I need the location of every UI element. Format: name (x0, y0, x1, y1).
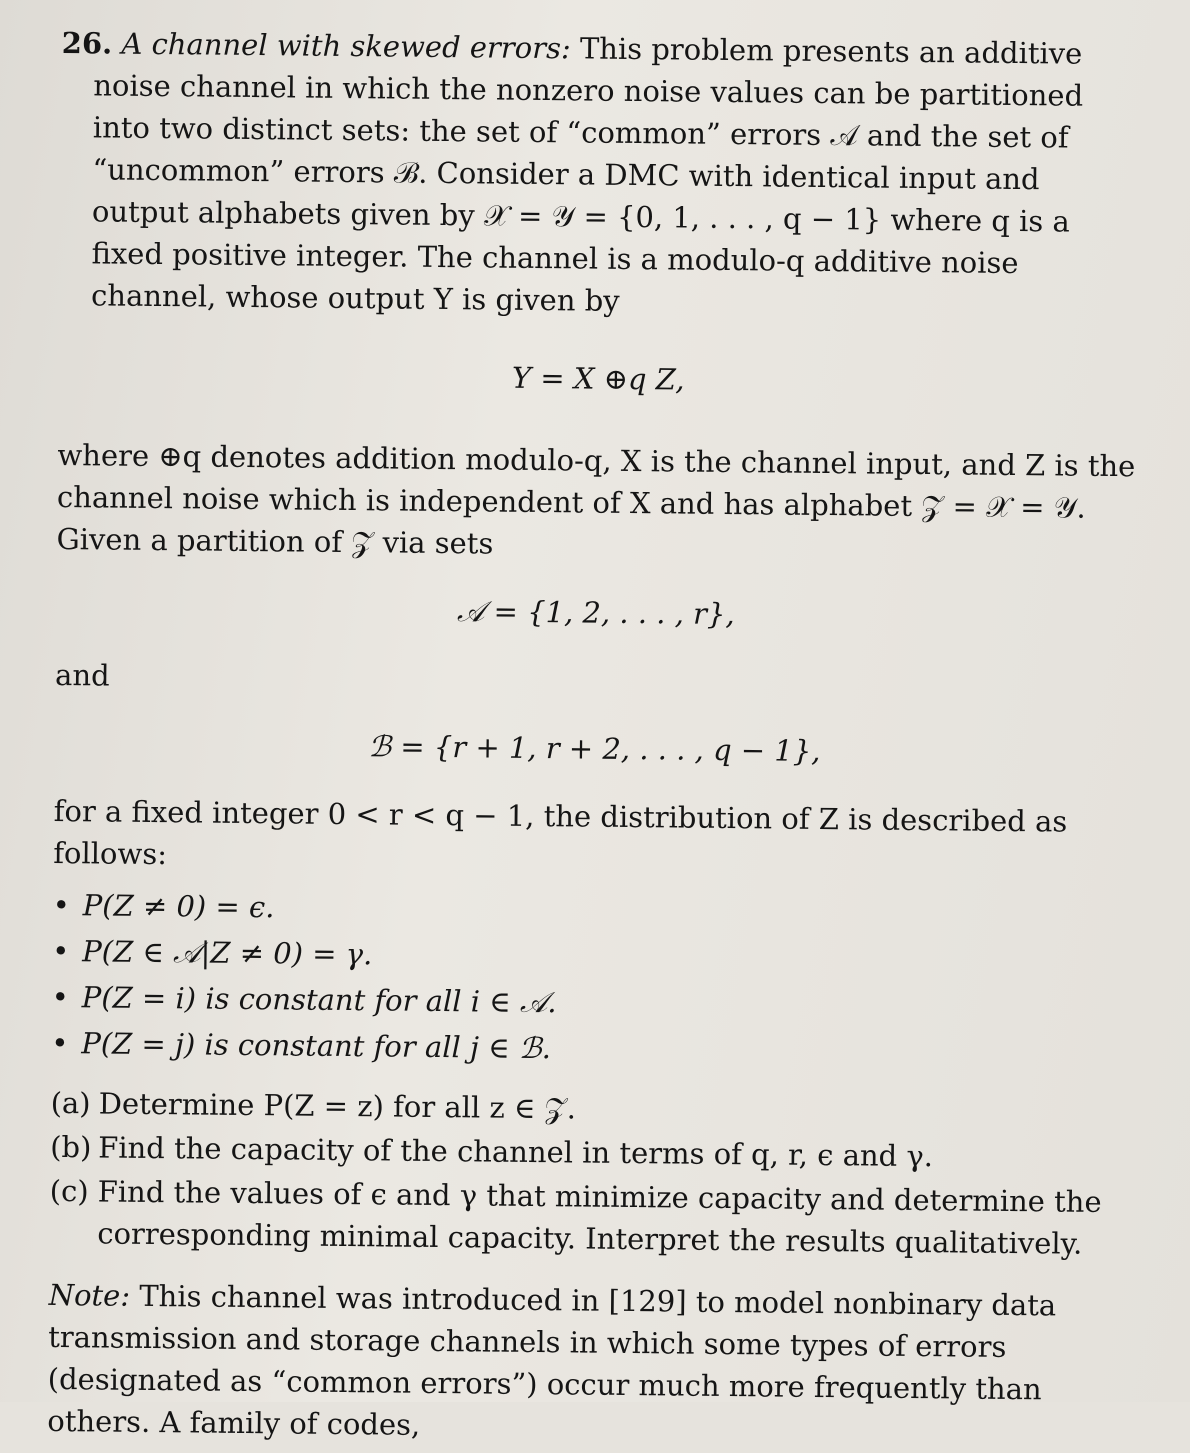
problem-number: 26. (61, 25, 113, 61)
condition-item: • P(Z ∈ 𝒜|Z ≠ 0) = γ. (52, 930, 1132, 983)
note-paragraph (47, 1274, 1129, 1453)
problem-intro (59, 22, 1142, 327)
where-paragraph: where ⊕q denotes addition modulo-q, X is the channel input, and Z is the channel noise which is independent of X and has alphabet 𝒵 = 𝒳 = 𝒴. Given a partition of 𝒵 via sets (56, 437, 1136, 561)
subpart-label: (a) (50, 1085, 91, 1121)
problem-title: A channel with skewed errors: (121, 26, 571, 66)
subpart-text: Find the values of ϵ and γ that minimize capacity and determine the corresponding minimal capacity. Interpret the results qualitatively. (97, 1174, 1102, 1261)
subpart-text: Determine P(Z = z) for all z ∈ 𝒵. (98, 1086, 577, 1126)
subpart-text: Find the capacity of the channel in terms of q, r, ϵ and γ. (98, 1130, 934, 1174)
equation-set-b: ℬ = {r + 1, r + 2, . . . , q − 1}, (368, 729, 821, 768)
problem-26 (47, 22, 1142, 1453)
subpart-label: (c) (49, 1173, 89, 1209)
note-text: This channel was introduced in [129] to model nonbinary data transmission and storage channels in which some types of errors (designated as “common errors”) occur much more frequently than others. A family of codes, (47, 1278, 1057, 1442)
note-title: Note: (48, 1277, 131, 1313)
problem-intro-text: This problem presents an additive noise channel in which the nonzero noise values can be partitioned into two distinct sets: the set of “common” errors 𝒜 and the set of “uncommon” errors ℬ. Consider a DMC with identical input and output alphabets given by 𝒳 = 𝒴 = {0, 1, . . . , q − 1} where q is a fixed positive integer. The channel is a modulo-q additive noise channel, whose output Y is given by (90, 31, 1084, 318)
condition-item: • P(Z = j) is constant for all j ∈ ℬ. (51, 1022, 1131, 1075)
and-text: and (54, 657, 110, 693)
condition-list (51, 884, 1133, 1075)
condition-item: • P(Z ≠ 0) = ϵ. (53, 884, 1133, 937)
equation-set-a: 𝒜 = {1, 2, . . . , r}, (456, 594, 735, 632)
subpart-label: (b) (50, 1129, 92, 1165)
subparts-list (49, 1082, 1131, 1265)
equation-output: Y = X ⊕q Z, (511, 360, 685, 397)
subpart-c (49, 1170, 1130, 1265)
condition-item: • P(Z = i) is constant for all i ∈ 𝒜. (52, 976, 1132, 1029)
distribution-paragraph: for a fixed integer 0 < r < q − 1, the distribution of Z is described as follows: (53, 793, 1068, 872)
